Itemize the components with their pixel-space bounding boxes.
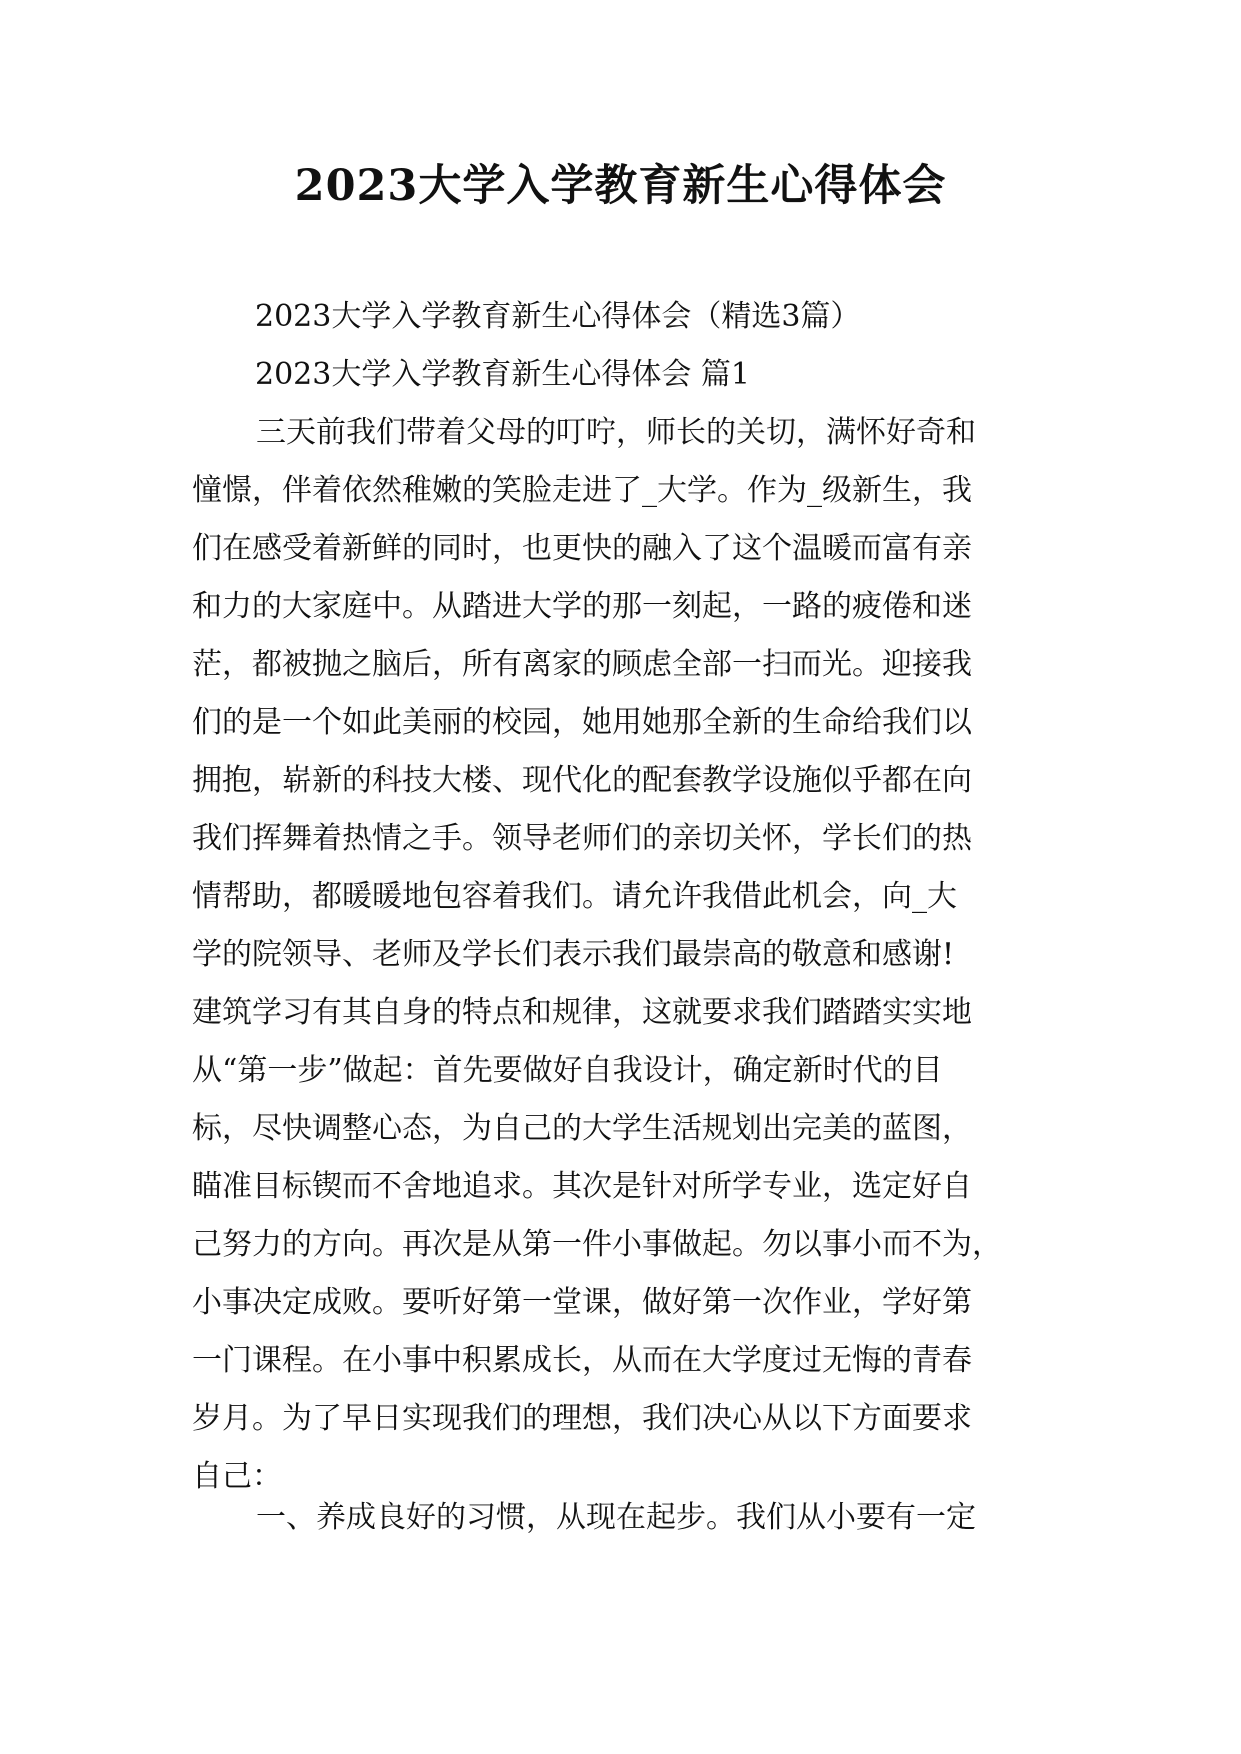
text-line: 憧憬，伴着依然稚嫩的笑脸走进了_大学。作为_级新生，我 [192,473,972,508]
text-line: 和力的大家庭中。从踏进大学的那一刻起，一路的疲倦和迷 [192,589,972,624]
text-line: 己努力的方向。再次是从第一件小事做起。勿以事小而不为， [192,1227,1002,1262]
section-heading: 2023大学入学教育新生心得体会 篇1 [255,357,750,392]
text-line: 们的是一个如此美丽的校园，她用她那全新的生命给我们以 [192,705,972,740]
text-line: 们在感受着新鲜的同时，也更快的融入了这个温暖而富有亲 [192,531,972,566]
text-line: 茫，都被抛之脑后，所有离家的顾虑全部一扫而光。迎接我 [192,647,972,682]
text-line: 岁月。为了早日实现我们的理想，我们决心从以下方面要求 [192,1401,972,1436]
text-line: 一门课程。在小事中积累成长，从而在大学度过无悔的青春 [192,1343,972,1378]
text-line: 瞄准目标锲而不舍地追求。其次是针对所学专业，选定好自 [192,1169,972,1204]
text-line: 一、养成良好的习惯，从现在起步。我们从小要有一定 [256,1500,976,1535]
text-line: 三天前我们带着父母的叮咛，师长的关切，满怀好奇和 [256,415,976,450]
text-line: 标，尽快调整心态，为自己的大学生活规划出完美的蓝图， [192,1111,972,1146]
text-line: 拥抱，崭新的科技大楼、现代化的配套教学设施似乎都在向 [192,763,972,798]
text-line: 建筑学习有其自身的特点和规律，这就要求我们踏踏实实地 [192,995,972,1030]
document-title: 2023大学入学教育新生心得体会 [294,161,947,211]
paragraph-1 [192,404,1052,1506]
text-line: 学的院领导、老师及学长们表示我们最崇高的敬意和感谢! [192,937,955,972]
text-line: 从“第一步”做起：首先要做好自我设计，确定新时代的目 [192,1053,943,1088]
text-line: 小事决定成败。要听好第一堂课，做好第一次作业，学好第 [192,1285,972,1320]
document-subtitle: 2023大学入学教育新生心得体会（精选3篇） [255,299,861,334]
text-line: 自己： [192,1459,282,1494]
text-line: 我们挥舞着热情之手。领导老师们的亲切关怀，学长们的热 [192,821,972,856]
paragraph-2 [192,1489,1052,1547]
text-line: 情帮助，都暖暖地包容着我们。请允许我借此机会，向_大 [192,879,957,914]
